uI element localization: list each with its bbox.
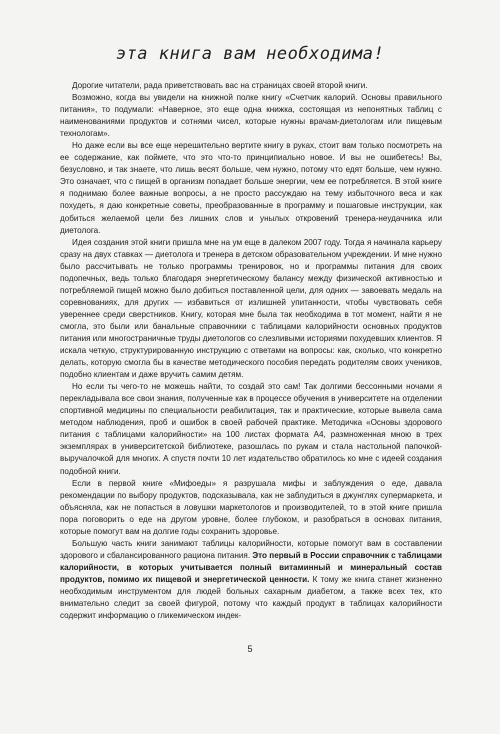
page-title: эта книга вам необходима! [115, 44, 385, 64]
page-number: 5 [247, 644, 253, 654]
paragraph-7-rest: К тому же книга станет жизненно необходимым инструментом для людей больных сахарным диабетом, а также всех тех, кто внимательно следит за своей фигурой, потому что каждый продукт в таблицах калорийности содержит информацию о гликемическом индек- [60, 574, 442, 621]
paragraph-1: Дорогие читатели, рада приветствовать вас на страницах своей второй книги. [72, 81, 368, 90]
paragraph-6: Если в первой книге «Мифоеды» я разрушала мифы и заблуждения о еде, давала рекомендации по выбору продуктов, подсказывала, как не заблудиться в джунглях супермаркета, и объясняла, как не попасться в ловушки маркетологов и производителей, то в этой книге пришла пора поговорить о еде на другом уровне, более глубоком, и разобраться в основах питания, которые помогут вам на долгие годы сохранить здоровье. [60, 478, 442, 536]
page-body [60, 80, 442, 622]
paragraph-5: Но если ты чего-то не можешь найти, то создай это сам! Так долгими бессонными ночами я перекладывала все свои знания, полученные как в процессе обучения в университете на отделении спортивной медицины по специальности реабилитация, так и практические, которые вывела сама методом наблюдения, проб и ошибок в своей рабочей практике. Методичка «Основы здорового питания с таблицами калорийности» на 100 листах формата А4, размноженная мною в трех экземплярах в университетской библиотеке, разошлась по рукам и стала настольной папочкой-выручалочкой для многих. А спустя почти 10 лет издательство обратилось ко мне с идеей создания подобной книги. [60, 382, 442, 476]
paragraph-7 [60, 538, 442, 622]
paragraph-3: Но даже если вы все еще нерешительно вертите книгу в руках, стоит вам только посмотреть на ее содержание, как поймете, что это что-то принципиально новое. И вы не ошибетесь! Вы, безусловно, и так знаете, что лишь весят больше, чем нужно, потому что едят больше, чем нужно. Это означает, что с пищей в организм попадает больше энергии, чем ее потребляется. В этой книге я поднимаю более важные вопросы, а не просто рассуждаю на тему избыточного веса и как похудеть, я даю конкретные советы, преобразованные в программу и пошаговые инструкции, как добиться желаемой цели без лишних слов и унылых откровений тренера-неудачника или диетолога. [60, 141, 442, 235]
paragraph-4: Идея создания этой книги пришла мне на ум еще в далеком 2007 году. Тогда я начинала карьеру сразу на двух ставках — диетолога и тренера в детском образовательном учреждении. И мне нужно было рассчитывать не только программы тренировок, но и программы питания для своих подопечных, ведь только благодаря энергетическому балансу между физической активностью и потребляемой пищей можно было добиться поставленной цели, для одних — завоевать медаль на соревнованиях, для других — избавиться от излишней упитанности, чтобы чувствовать себя увереннее среди сверстников. Книгу, которая мне была так необходима в тот момент, найти я не смогла, это были или банальные справочники с таблицами калорийности основных продуктов питания или многостраничные труды диетологов со слезливыми историями похудевших клиентов. Я искала четкую, структурированную инструкцию с ответами на вопросы: как, сколько, что конкретно делать, которую смогла бы в качестве методического пособия передать родителям своих учеников, подобно клиентам и даже вручить самим детям. [60, 237, 442, 380]
paragraph-2: Возможно, когда вы увидели на книжной полке книгу «Счетчик калорий. Основы правильного питания», то подумали: «Наверное, это еще одна книжка, состоящая из непонятных таблиц с наименованиями продуктов и сотнями чисел, которые нужны врачам-диетологам или пищевым технологам». [60, 93, 442, 139]
paragraph-7-intro: Большую часть книги занимают таблицы калорийности, которые помогут вам в составлении здорового и сбалансированного рациона питания. [60, 538, 442, 560]
paragraph-7-bold: Это первый в России справочник с таблицами калорийности, в которых учитывается полный витаминный и минеральный состав продуктов, помимо их пищевой и энергетической ценности. [60, 550, 443, 584]
